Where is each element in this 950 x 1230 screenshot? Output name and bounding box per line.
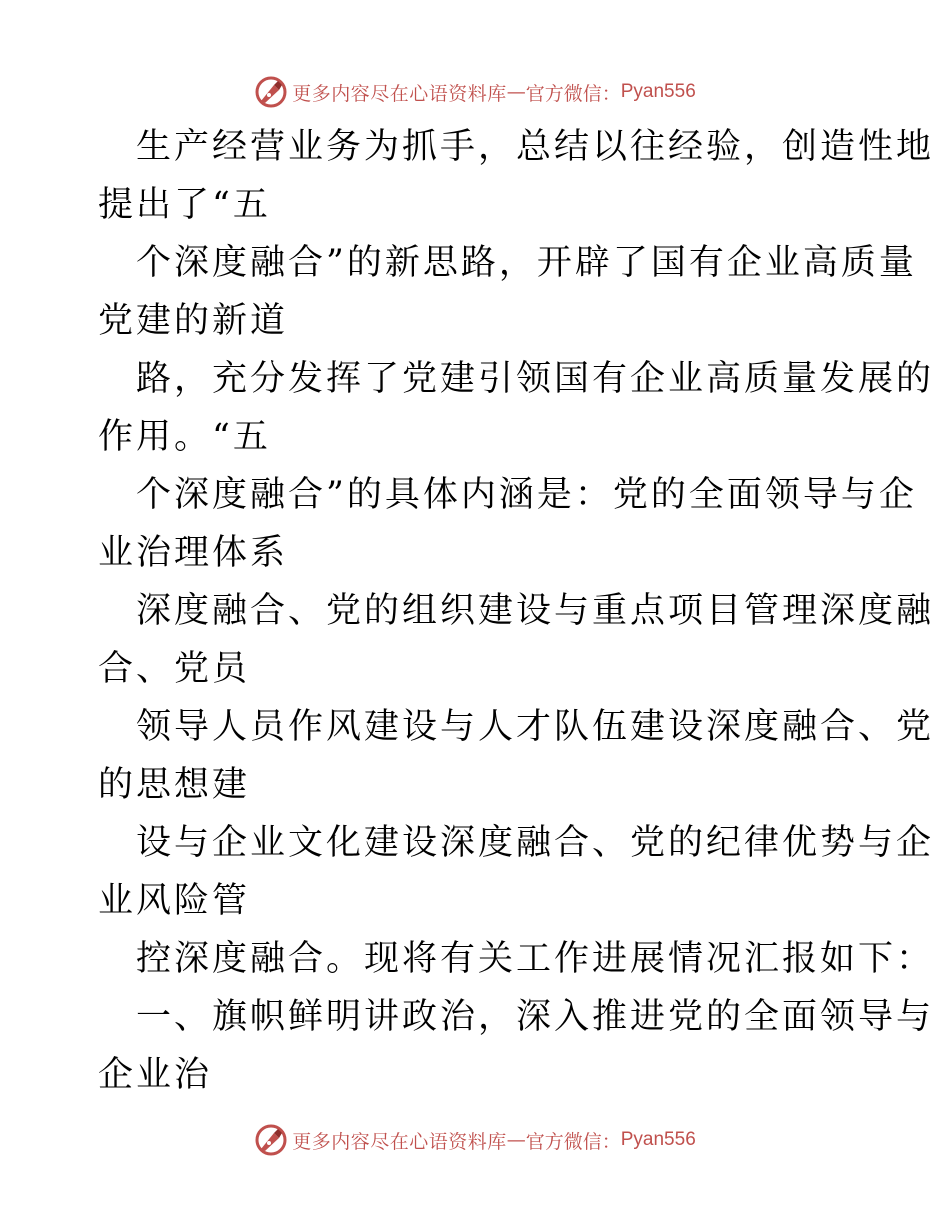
banner-brand-text: 更多内容尽在心语资料库 — [292, 82, 507, 105]
banner-separator: — — [506, 1129, 526, 1151]
body-line: 党建的新道 — [98, 301, 289, 341]
footer-banner — [0, 1120, 950, 1160]
body-line: 业治理体系 — [98, 533, 289, 573]
header-banner — [0, 72, 950, 112]
body-line: 的思想建 — [98, 765, 251, 805]
banner-separator: — — [506, 81, 526, 103]
document-body — [98, 118, 935, 1104]
body-line: 设与企业文化建设深度融合、党的纪律优势与企 — [136, 823, 935, 863]
body-line: 作用。“五 — [98, 417, 271, 457]
body-line: 一、旗帜鲜明讲政治，深入推进党的全面领导与 — [136, 997, 935, 1037]
body-line: 深度融合、党的组织建设与重点项目管理深度融 — [136, 591, 935, 631]
pen-nib-logo-icon — [254, 1123, 288, 1157]
banner-wechat-label: 官方微信： — [525, 82, 621, 105]
banner-brand-text: 更多内容尽在心语资料库 — [292, 1130, 507, 1153]
banner-wechat-label: 官方微信： — [525, 1130, 621, 1153]
body-line: 提出了“五 — [98, 185, 271, 225]
body-line: 路，充分发挥了党建引领国有企业高质量发展的 — [136, 359, 935, 399]
body-line: 业风险管 — [98, 881, 251, 921]
body-line: 个深度融合”的具体内涵是：党的全面领导与企 — [136, 475, 917, 515]
body-line: 控深度融合。现将有关工作进展情况汇报如下： — [136, 939, 935, 979]
body-line: 领导人员作风建设与人才队伍建设深度融合、党 — [136, 707, 935, 747]
body-line: 生产经营业务为抓手，总结以往经验，创造性地 — [136, 127, 935, 167]
banner-wechat-id: Pyan556 — [620, 81, 696, 102]
pen-nib-logo-icon — [254, 75, 288, 109]
body-line: 个深度融合”的新思路，开辟了国有企业高质量 — [136, 243, 917, 283]
banner-wechat-id: Pyan556 — [620, 1129, 696, 1150]
body-line: 合、党员 — [98, 649, 251, 689]
body-line: 企业治 — [98, 1055, 213, 1095]
